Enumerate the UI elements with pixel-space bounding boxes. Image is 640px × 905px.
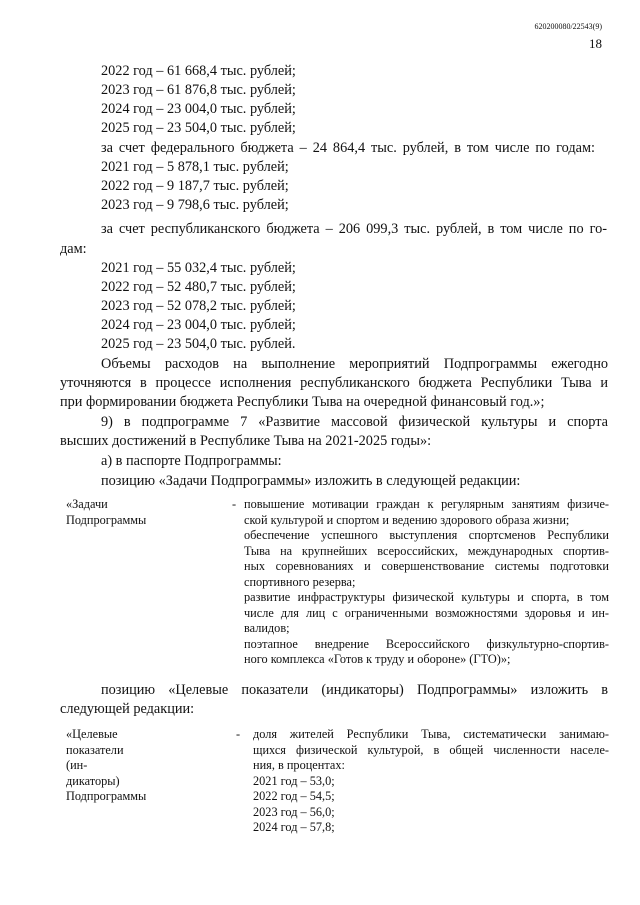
text-line: 2025 год – 23 504,0 тыс. рублей;	[101, 120, 296, 136]
indicators-dash: -	[236, 727, 241, 741]
page-number: 18	[589, 36, 602, 51]
indicators-line: доля жителей Республики Тыва, систематически занимаю-	[253, 727, 609, 741]
indicators-line: ния, в процентах:	[253, 758, 345, 772]
text-line: 2024 год – 23 004,0 тыс. рублей;	[101, 317, 296, 333]
indicators-line: 2023 год – 56,0;	[253, 804, 335, 819]
text-line: а) в паспорте Подпрограммы:	[101, 453, 282, 469]
text-line: позицию «Задачи Подпрограммы» изложить в следующей редакции:	[101, 473, 521, 489]
indicators-text	[253, 727, 609, 836]
indicators-line: 2024 год – 57,8;	[253, 820, 335, 834]
indicators-label-line: дикаторы) Подпрограммы	[66, 773, 147, 803]
tasks-line: ных соревнованиях и совершенствование системы подготовки	[244, 559, 609, 573]
tasks-line: обеспечение успешного выступления спортсменов Республики	[244, 528, 609, 542]
tasks-line: валидов;	[244, 621, 290, 635]
tasks-line: развитие инфраструктуры физической культуры и спорта, в том	[244, 590, 609, 604]
tasks-line: поэтапное внедрение Всероссийского физкультурно-спортив-	[244, 636, 609, 651]
document-number: 620200080/22543(9)	[534, 22, 602, 31]
text-line: 2021 год – 55 032,4 тыс. рублей;	[101, 260, 296, 276]
text-line: следующей редакции:	[60, 701, 195, 717]
indicators-line: 2021 год – 53,0;	[253, 773, 335, 788]
text-line: уточняются в процессе исполнения республиканского бюджета Республики Тыва и	[60, 375, 608, 391]
text-line: за счет республиканского бюджета – 206 099,3 тыс. рублей, в том числе по го-	[101, 221, 607, 237]
tasks-line: повышение мотивации граждан к регулярным занятиям физиче-	[244, 497, 609, 511]
text-line: 2025 год – 23 504,0 тыс. рублей.	[101, 336, 296, 352]
text-line: за счет федерального бюджета – 24 864,4 тыс. рублей, в том числе по годам:	[101, 140, 595, 156]
tasks-label: «Задачи Подпрограммы	[66, 497, 147, 527]
text-line: позицию «Целевые показатели (индикаторы) Подпрограммы» изложить в	[101, 682, 608, 698]
text-line: 2022 год – 9 187,7 тыс. рублей;	[101, 178, 289, 194]
indicators-label-line: «Целевые показатели (ин-	[66, 727, 124, 772]
text-line: высших достижений в Республике Тыва на 2021-2025 годы»:	[60, 433, 432, 449]
tasks-line: ного комплекса «Готов к труду и обороне» (ГТО)»;	[244, 652, 511, 666]
text-line: 2021 год – 5 878,1 тыс. рублей;	[101, 159, 289, 175]
tasks-dash: -	[232, 497, 237, 511]
indicators-label	[66, 727, 146, 805]
text-line: 2023 год – 61 876,8 тыс. рублей;	[101, 82, 296, 98]
text-line: 9) в подпрограмме 7 «Развитие массовой физической культуры и спорта	[101, 414, 608, 430]
text-line: при формировании бюджета Республики Тыва на очередной финансовый год.»;	[60, 394, 545, 410]
text-line: 2023 год – 52 078,2 тыс. рублей;	[101, 298, 296, 314]
text-line: 2022 год – 52 480,7 тыс. рублей;	[101, 279, 296, 295]
tasks-line: ской культурой и спортом и ведению здорового образа жизни;	[244, 512, 570, 527]
tasks-text	[244, 497, 609, 668]
text-line: 2022 год – 61 668,4 тыс. рублей;	[101, 63, 296, 79]
text-line: Объемы расходов на выполнение мероприятий Подпрограммы ежегодно	[101, 356, 608, 372]
tasks-line: числе для лиц с ограниченными возможностями здоровья и ин-	[244, 605, 609, 620]
text-line: 2024 год – 23 004,0 тыс. рублей;	[101, 101, 296, 117]
indicators-line: 2022 год – 54,5;	[253, 789, 335, 803]
tasks-line: Тыва на крупнейших всероссийских, международных спортив-	[244, 543, 609, 558]
text-line: дам:	[60, 241, 87, 257]
text-line: 2023 год – 9 798,6 тыс. рублей;	[101, 197, 289, 213]
indicators-line: щихся физической культурой, в общей численности населе-	[253, 742, 609, 757]
tasks-line: спортивного резерва;	[244, 574, 356, 589]
